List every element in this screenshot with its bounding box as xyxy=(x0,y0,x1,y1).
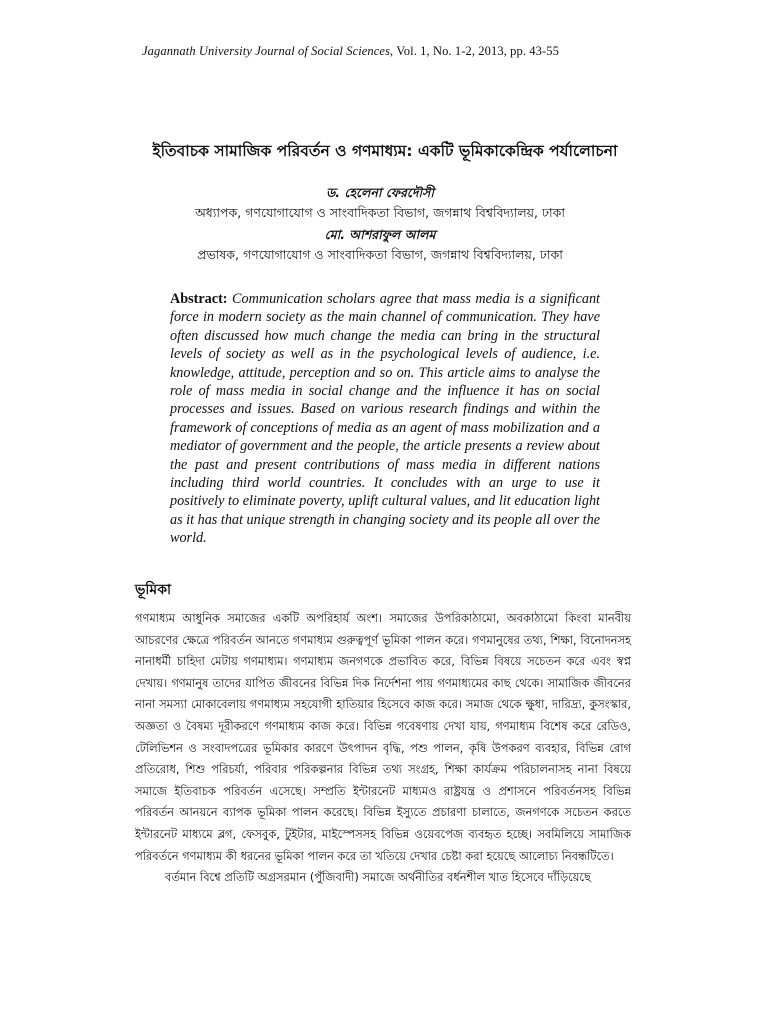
body-paragraph-2: বর্তমান বিশ্বে প্রতিটি অগ্রসরমান (পুঁজিবাদী) সমাজে অর্থনীতির বর্ধনশীল খাত হিসেবে দাঁড়িয়েছে xyxy=(165,870,591,885)
author-name-2: মো. আশরাফুল আলম xyxy=(324,227,436,242)
author-affiliation-2: প্রভাষক, গণযোগাযোগ ও সাংবাদিকতা বিভাগ, জগন্নাথ বিশ্ববিদ্যালয়, ঢাকা xyxy=(197,247,563,262)
body-paragraph-1: গণমাধ্যম আধুনিক সমাজের একটি অপরিহার্য অংশ। সমাজের উপরিকাঠামো, অবকাঠামো কিংবা মানবীয় আচরণের ক্ষেত্রে পরিবর্তন আনতে গণমাধ্যম গুরুত্বপূর্ণ ভূমিকা পালন করে। গণমানুষের তথ্য, শিক্ষা, বিনোদনসহ নানাধর্মী চাহিদা মেটায় গণমাধ্যম। গণমাধ্যম জনগণকে প্রভাবিত করে, বিভিন্ন বিষয়ে সচেতন করে এবং স্বপ্ন দেখায়। গণমানুষ তাদের যাপিত জীবনের বিভিন্ন দিক নির্দেশনা পায় গণমাধ্যমের কাছ থেকে। সামাজিক জীবনের নানা সমস্যা মোকাবেলায় গণমাধ্যম সহযোগী হাতিয়ার হিসেবে কাজ করে। সমাজ থেকে ক্ষুধা, দারিদ্র্য, কুসংস্কার, অজ্ঞতা ও বৈষম্য দূরীকরণে গণমাধ্যম কাজ করে। বিভিন্ন গবেষণায় দেখা যায়, গণমাধ্যম বিশেষ করে রেডিও, টেলিভিশন ও সংবাদপত্রের ভূমিকার কারণে উৎপাদন বৃদ্ধি, পশু পালন, কৃষি উপকরণ ব্যবহার, বিভিন্ন রোগ প্রতিরোধ, শিশু পরিচর্যা, পরিবার পরিকল্পনার বিভিন্ন তথ্য সংগ্রহ, শিক্ষা কার্যক্রম পরিচালনাসহ নানা বিষয়ে সমাজে ইতিবাচক পরিবর্তন এসেছে। সম্প্রতি ইন্টারনেট মাধ্যমও রাষ্ট্রযন্ত্র ও প্রশাসনে পরিবর্তনসহ বিভিন্ন পরিবর্তন আনয়নে ব্যাপক ভূমিকা পালন করেছে। বিভিন্ন ইস্যুতে প্রচারণা চালাতে, জনগণকে সচেতন করতে ইন্টারনেট মাধ্যমে ব্লগ, ফেসবুক, টুইটার, মাইস্পেসসহ বিভিন্ন ওয়েবপেজ ব্যবহৃত হচ্ছে। সবমিলিয়ে সামাজিক পরিবর্তনে গণমাধ্যম কী ধরনের ভূমিকা পালন করে তা খতিয়ে দেখার চেষ্টা করা হয়েছে আলোচ্য নিবন্ধটিতে। xyxy=(135,611,631,863)
abstract-label: Abstract: xyxy=(170,291,228,307)
paper-title: ইতিবাচক সামাজিক পরিবর্তন ও গণমাধ্যম: একটি ভূমিকাকেন্দ্রিক পর্যালোচনা xyxy=(152,142,618,160)
section-heading: ভূমিকা xyxy=(135,582,172,598)
abstract xyxy=(170,290,600,548)
journal-header xyxy=(142,44,662,59)
author-name-1: ড. হেলেনা ফেরদৌসী xyxy=(326,185,434,200)
journal-name: Jagannath University Journal of Social Sciences xyxy=(142,44,391,58)
author-affiliation-1: অধ্যাপক, গণযোগাযোগ ও সাংবাদিকতা বিভাগ, জগন্নাথ বিশ্ববিদ্যালয়, ঢাকা xyxy=(194,205,566,220)
abstract-text: Communication scholars agree that mass media is a significant force in modern society as the main channel of communication. They have often discussed how much change the media can bring in the structural levels of society as well as in the psychological levels of audience, i.e. knowledge, attitude, perception and so on. This article aims to analyse the role of mass media in social change and the influence it has on social processes and issues. Based on various research findings and within the framework of conceptions of media as an agent of mass mobilization and a mediator of government and the people, the article presents a review about the past and present contributions of mass media in different nations including third world countries. It concludes with an urge to use it positively to eliminate poverty, uplift cultural values, and lit education light as it has that unique strength in changing society and its people all over the world. xyxy=(170,291,601,547)
journal-citation: , Vol. 1, No. 1-2, 2013, pp. 43-55 xyxy=(390,44,559,58)
section-body xyxy=(135,608,631,889)
